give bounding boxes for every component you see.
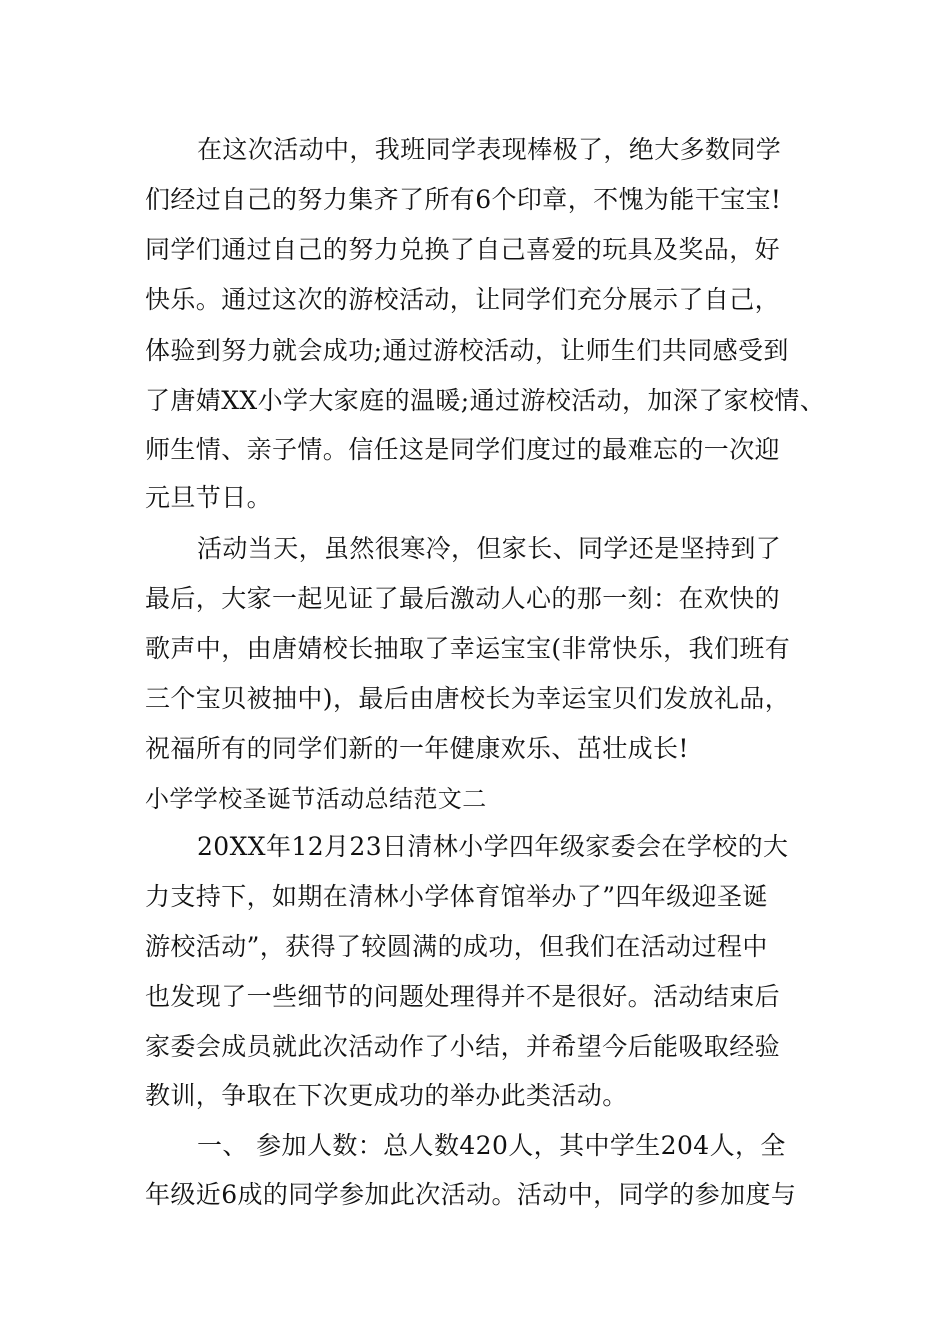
text-line: 歌声中，由唐婧校长抽取了幸运宝宝(非常快乐，我们班有 [145, 634, 791, 663]
text-line: 也发现了一些细节的问题处理得并不是很好。活动结束后 [145, 982, 781, 1011]
text-line: 家委会成员就此次活动作了小结，并希望今后能吸取经验 [145, 1032, 781, 1061]
text-line: 一、 参加人数：总人数420人，其中学生204人，全 [197, 1131, 786, 1160]
text-line: 快乐。通过这次的游校活动，让同学们充分展示了自己， [145, 285, 781, 314]
text-line: 体验到努力就会成功;通过游校活动，让师生们共同感受到 [145, 336, 789, 365]
text-line: 教训，争取在下次更成功的举办此类活动。 [145, 1081, 628, 1110]
text-line: 在这次活动中，我班同学表现棒极了，绝大多数同学 [197, 135, 782, 164]
text-line: 师生情、亲子情。信任这是同学们度过的最难忘的一次迎 [145, 435, 781, 464]
text-line: 们经过自己的努力集齐了所有6个印章，不愧为能干宝宝! [145, 185, 782, 214]
text-line: 20XX年12月23日清林小学四年级家委会在学校的大 [197, 832, 789, 861]
text-line: 三个宝贝被抽中)，最后由唐校长为幸运宝贝们发放礼品， [145, 684, 791, 713]
text-line: 力支持下，如期在清林小学体育馆举办了”四年级迎圣诞 [145, 882, 768, 911]
text-line: 活动当天，虽然很寒冷，但家长、同学还是坚持到了 [197, 534, 782, 563]
section-heading: 小学学校圣诞节活动总结范文二 [145, 785, 487, 813]
text-line: 同学们通过自己的努力兑换了自己喜爱的玩具及奖品，好 [145, 235, 781, 264]
text-line: 祝福所有的同学们新的一年健康欢乐、茁壮成长! [145, 734, 689, 763]
text-line: 年级近6成的同学参加此次活动。活动中，同学的参加度与 [145, 1180, 797, 1209]
text-line: 游校活动”，获得了较圆满的成功，但我们在活动过程中 [145, 932, 768, 961]
text-line: 最后，大家一起见证了最后激动人心的那一刻：在欢快的 [145, 584, 781, 613]
text-line: 了唐婧XX小学大家庭的温暖;通过游校活动，加深了家校情、 [145, 386, 826, 415]
text-line: 元旦节日。 [145, 483, 273, 512]
